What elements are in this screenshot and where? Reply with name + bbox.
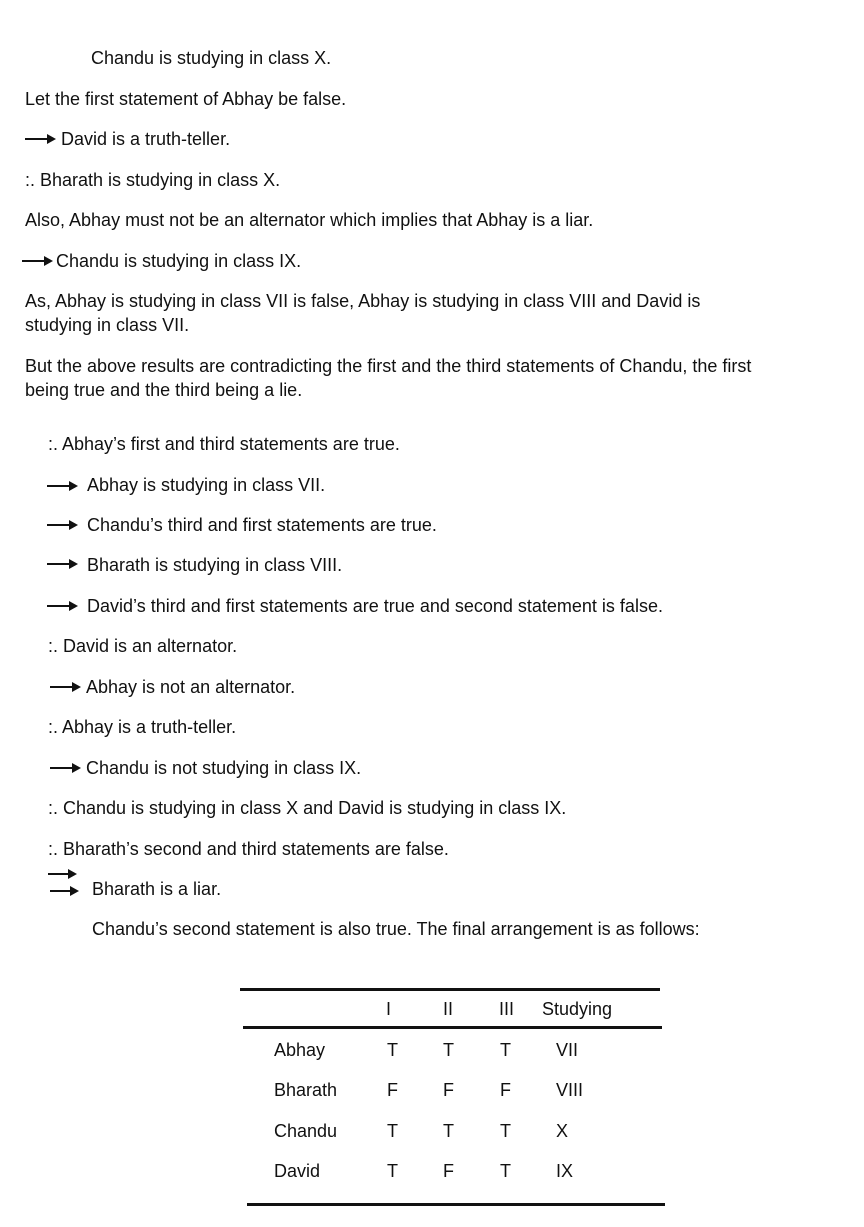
line-text: Chandu’s third and first statements are true. [87,515,437,535]
table-cell: T [500,1161,511,1181]
text-line [92,917,700,941]
text-paragraph: As, Abhay is studying in class VII is false, Abhay is studying in class VIII and David is studying in class VII. [25,291,701,335]
line-text: Also, Abhay must not be an alternator which implies that Abhay is a liar. [25,210,594,230]
double-right-arrow-icon [48,866,80,898]
line-text: :. Abhay’s first and third statements are true. [48,434,400,454]
table-cell: T [443,1121,454,1141]
right-arrow-icon [50,680,82,694]
line-text: Chandu is not studying in class IX. [86,758,362,778]
right-arrow-icon [50,761,82,775]
right-arrow-icon [47,478,79,492]
text-line [48,796,566,820]
right-arrow-icon [47,599,79,613]
line-text: David’s third and first statements are true and second statement is false. [87,596,663,616]
table-header-studying: Studying [542,999,613,1019]
line-text: Let the first statement of Abhay be false. [25,89,347,109]
right-arrow-icon [25,132,57,146]
line-text: :. Abhay is a truth-teller. [48,717,237,737]
text-line [48,432,400,456]
table-cell: T [387,1161,398,1181]
text-line [48,634,237,658]
line-text: Chandu is studying in class X. [91,48,332,68]
table-cell-name: Chandu [274,1121,338,1141]
table-header-rule [243,1026,662,1029]
text-line [47,513,437,537]
line-text: :. Bharath’s second and third statements are false. [48,839,449,859]
line-text: Bharath is studying in class VIII. [87,555,343,575]
text-line [47,553,342,577]
table-cell: F [387,1080,398,1100]
table-header-iii: III [499,999,515,1019]
table-cell: T [443,1040,454,1060]
table-bottom-rule [247,1203,665,1206]
text-line [50,756,361,780]
line-text: Bharath is a liar. [92,879,222,899]
text-line [91,46,331,70]
text-line [25,127,230,151]
right-arrow-icon [47,558,79,572]
line-text: Chandu’s second statement is also true. The final arrangement is as follows: [92,919,700,939]
text-line [92,877,221,901]
table-cell-name: Bharath [274,1080,338,1100]
table-top-rule [240,988,660,991]
line-text: Abhay is studying in class VII. [87,475,326,495]
text-line [25,87,346,111]
text-paragraph: But the above results are contradicting the first and the third statements of Chandu, the first being true and the third being a lie. [25,356,752,400]
table-cell: F [500,1080,511,1100]
table-cell: F [443,1161,454,1181]
right-arrow-icon [22,254,54,268]
text-line [48,715,236,739]
table-cell: T [500,1040,511,1060]
line-text: David is a truth-teller. [61,129,231,149]
text-line [50,675,295,699]
line-text: :. Chandu is studying in class X and David is studying in class IX. [48,798,567,818]
line-text: :. Bharath is studying in class X. [25,170,281,190]
table-cell: F [443,1080,454,1100]
text-line [47,594,663,618]
table-cell: IX [556,1161,574,1181]
table-cell: T [387,1121,398,1141]
table-header-i: I [386,999,392,1019]
text-line [25,208,593,232]
table-cell: T [387,1040,398,1060]
text-line [22,249,301,273]
line-text: :. David is an alternator. [48,636,238,656]
line-text: Abhay is not an alternator. [86,677,296,697]
table-cell: T [500,1121,511,1141]
line-text: Chandu is studying in class IX. [56,251,302,271]
text-line [48,837,449,861]
table-cell: X [556,1121,569,1141]
text-line [47,473,325,497]
table-cell: VII [556,1040,579,1060]
table-header-ii: II [443,999,454,1019]
text-line [25,168,280,192]
right-arrow-icon [47,518,79,532]
table-cell-name: David [274,1161,321,1181]
table-cell-name: Abhay [274,1040,326,1060]
table-cell: VIII [556,1080,584,1100]
